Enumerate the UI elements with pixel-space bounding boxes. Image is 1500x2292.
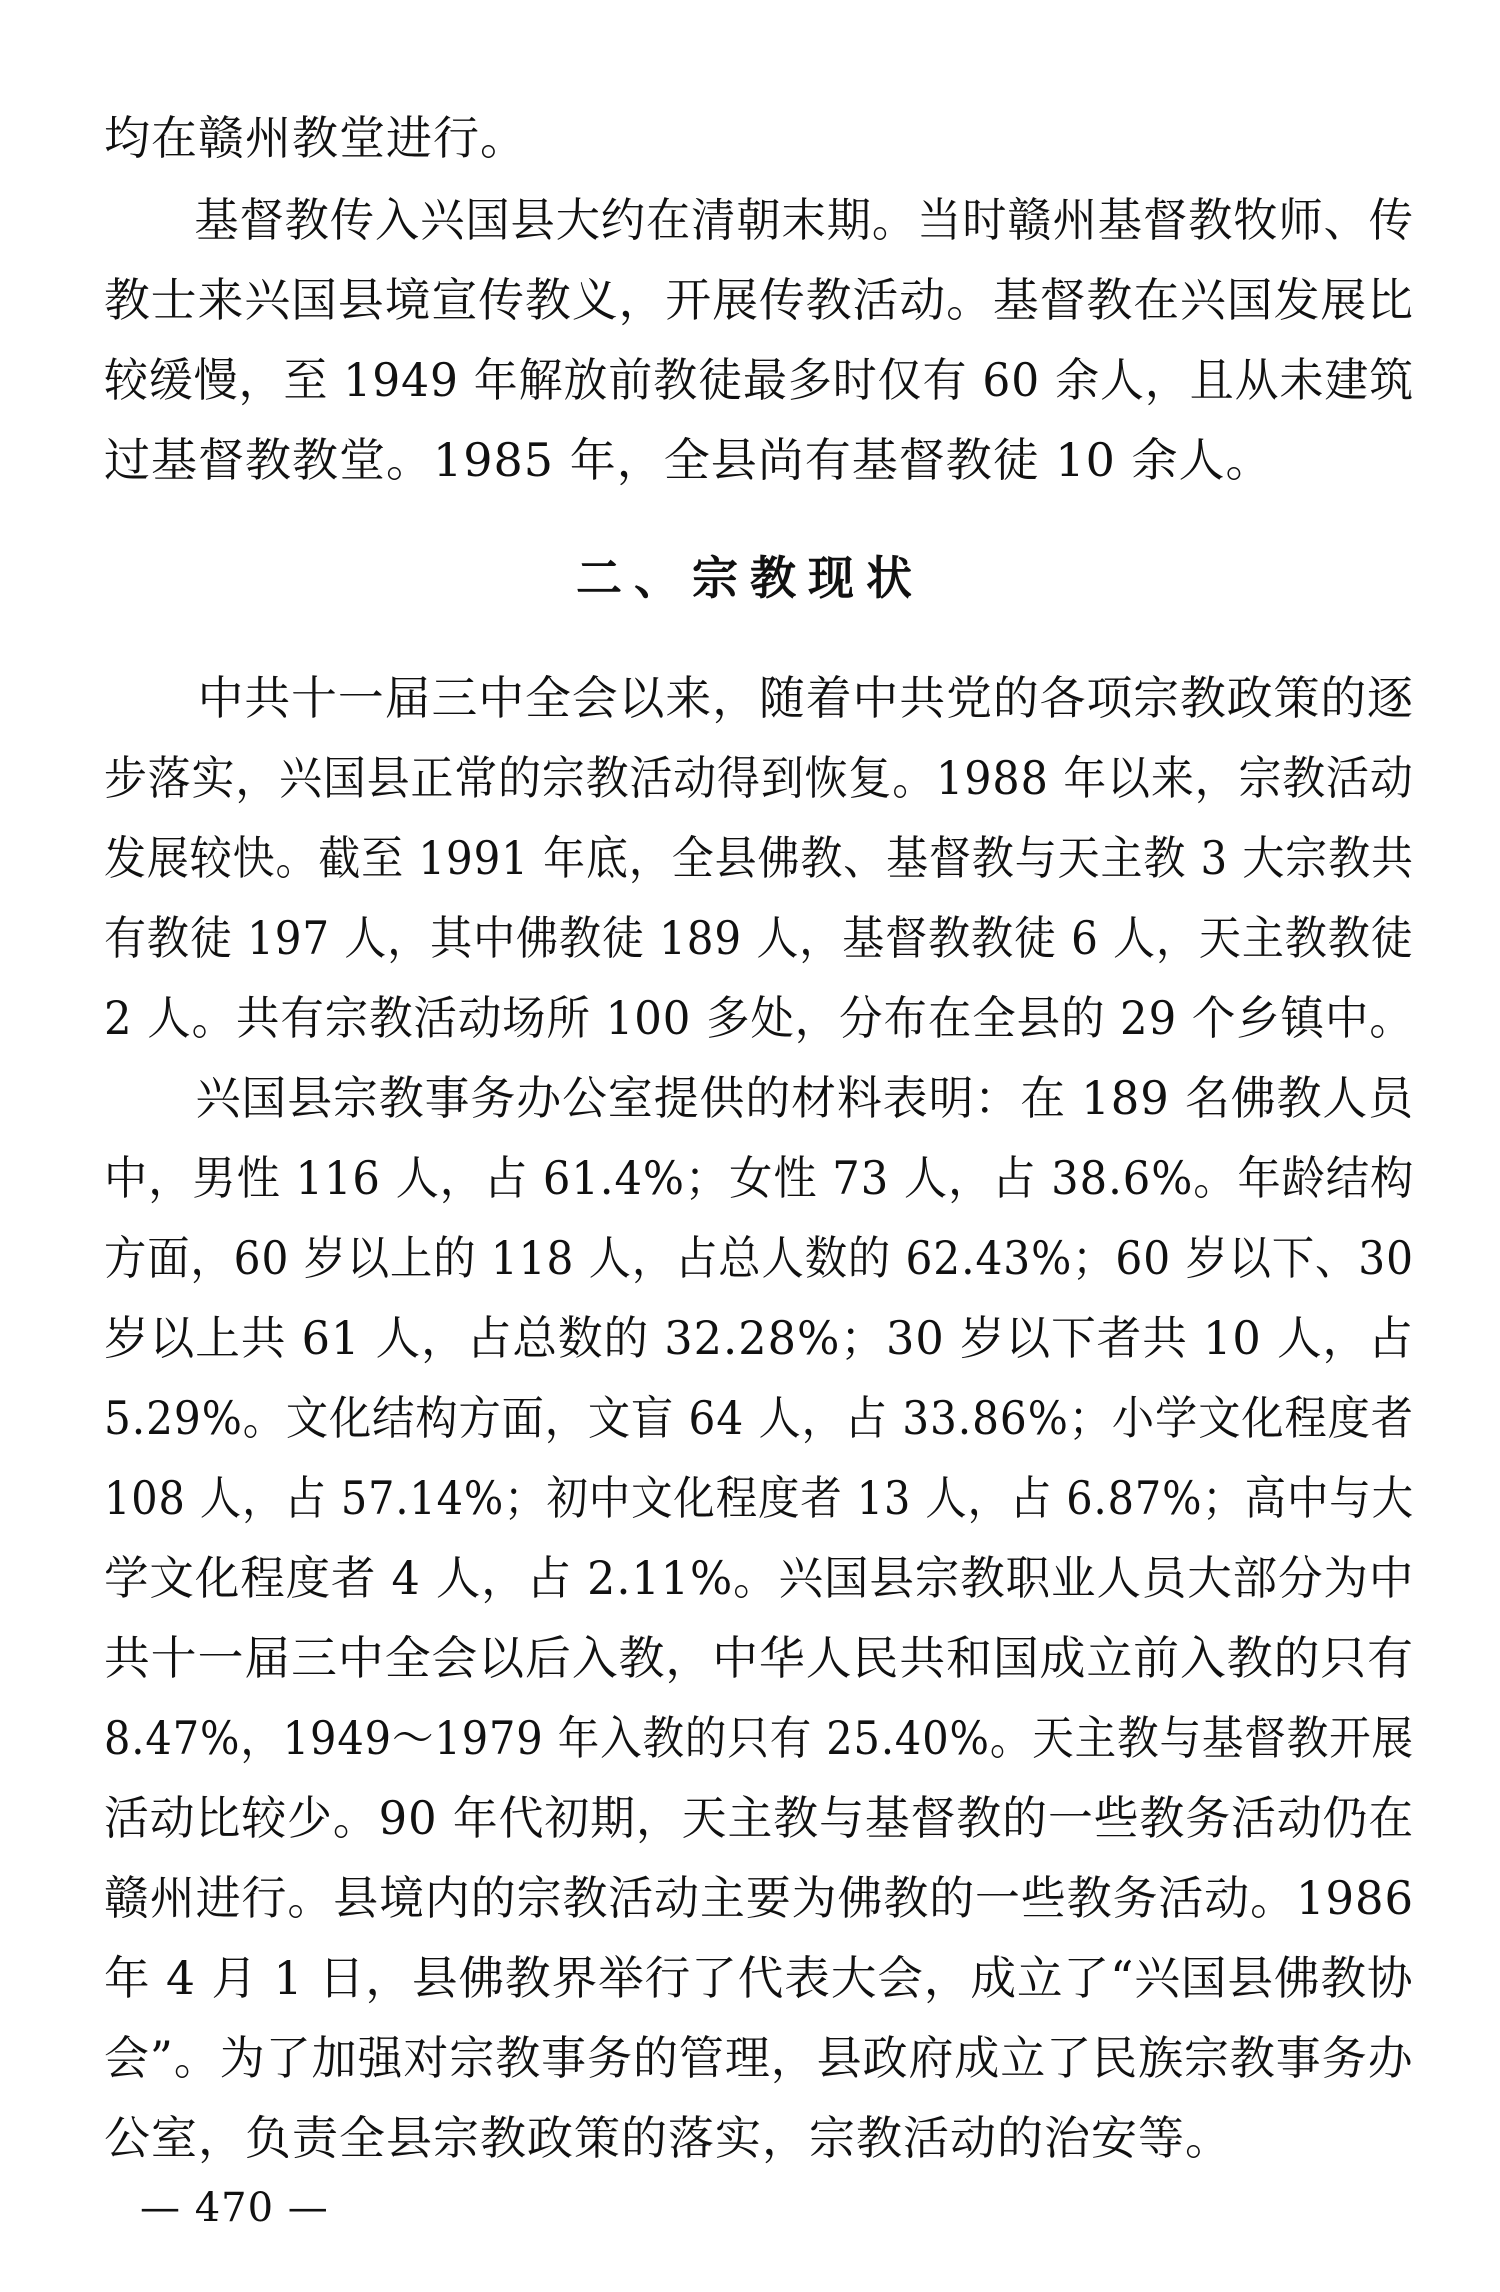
text-line: 2 人。共有宗教活动场所 100 多处，分布在全县的 29 个乡镇中。 <box>104 991 1414 1045</box>
text-line: 兴国县宗教事务办公室提供的材料表明：在 189 名佛教人员 <box>104 1071 1415 1125</box>
text-line: 108 人，占 57.14%；初中文化程度者 13 人，占 6.87%；高中与大 <box>104 1471 1414 1525</box>
text-line: 公室，负责全县宗教政策的落实，宗教活动的治安等。 <box>104 2111 1232 2165</box>
text-line: 赣州进行。县境内的宗教活动主要为佛教的一些教务活动。1986 <box>104 1871 1415 1925</box>
text-line: 均在赣州教堂进行。 <box>104 111 527 165</box>
text-line: 年 4 月 1 日，县佛教界举行了代表大会，成立了“兴国县佛教协 <box>104 1951 1414 2005</box>
text-line: 共十一届三中全会以后入教，中华人民共和国成立前入教的只有 <box>104 1631 1414 1685</box>
text-line: 会”。为了加强对宗教事务的管理，县政府成立了民族宗教事务办 <box>104 2031 1414 2085</box>
text-line: 活动比较少。90 年代初期，天主教与基督教的一些教务活动仍在 <box>104 1791 1415 1845</box>
text-line: 8.47%，1949～1979 年入教的只有 25.40%。天主教与基督教开展 <box>104 1711 1414 1765</box>
text-line: 岁以上共 61 人，占总数的 32.28%；30 岁以下者共 10 人，占 <box>104 1311 1414 1365</box>
page-number: — 470 — <box>140 2185 329 2231</box>
text-line: 步落实，兴国县正常的宗教活动得到恢复。1988 年以来，宗教活动 <box>104 751 1414 805</box>
text-line: 中共十一届三中全会以来，随着中共党的各项宗教政策的逐 <box>104 671 1414 725</box>
text-line: 中，男性 116 人，占 61.4%；女性 73 人，占 38.6%。年龄结构 <box>104 1151 1415 1205</box>
text-line: 基督教传入兴国县大约在清朝末期。当时赣州基督教牧师、传 <box>104 193 1414 247</box>
text-line: 方面，60 岁以上的 118 人，占总人数的 62.43%；60 岁以下、30 <box>104 1231 1414 1285</box>
text-line: 学文化程度者 4 人，占 2.11%。兴国县宗教职业人员大部分为中 <box>104 1551 1415 1605</box>
text-line: 教士来兴国县境宣传教义，开展传教活动。基督教在兴国发展比 <box>104 273 1414 327</box>
text-line: 有教徒 197 人，其中佛教徒 189 人，基督教教徒 6 人，天主教教徒 <box>104 911 1414 965</box>
text-line: 过基督教教堂。1985 年，全县尚有基督教徒 10 余人。 <box>104 433 1273 487</box>
text-line: 5.29%。文化结构方面，文盲 64 人，占 33.86%；小学文化程度者 <box>104 1391 1414 1445</box>
text-line: 较缓慢，至 1949 年解放前教徒最多时仅有 60 余人，且从未建筑 <box>104 353 1415 407</box>
text-line: 发展较快。截至 1991 年底，全县佛教、基督教与天主教 3 大宗教共 <box>104 831 1414 885</box>
section-heading: 二、宗教现状 <box>576 551 924 605</box>
